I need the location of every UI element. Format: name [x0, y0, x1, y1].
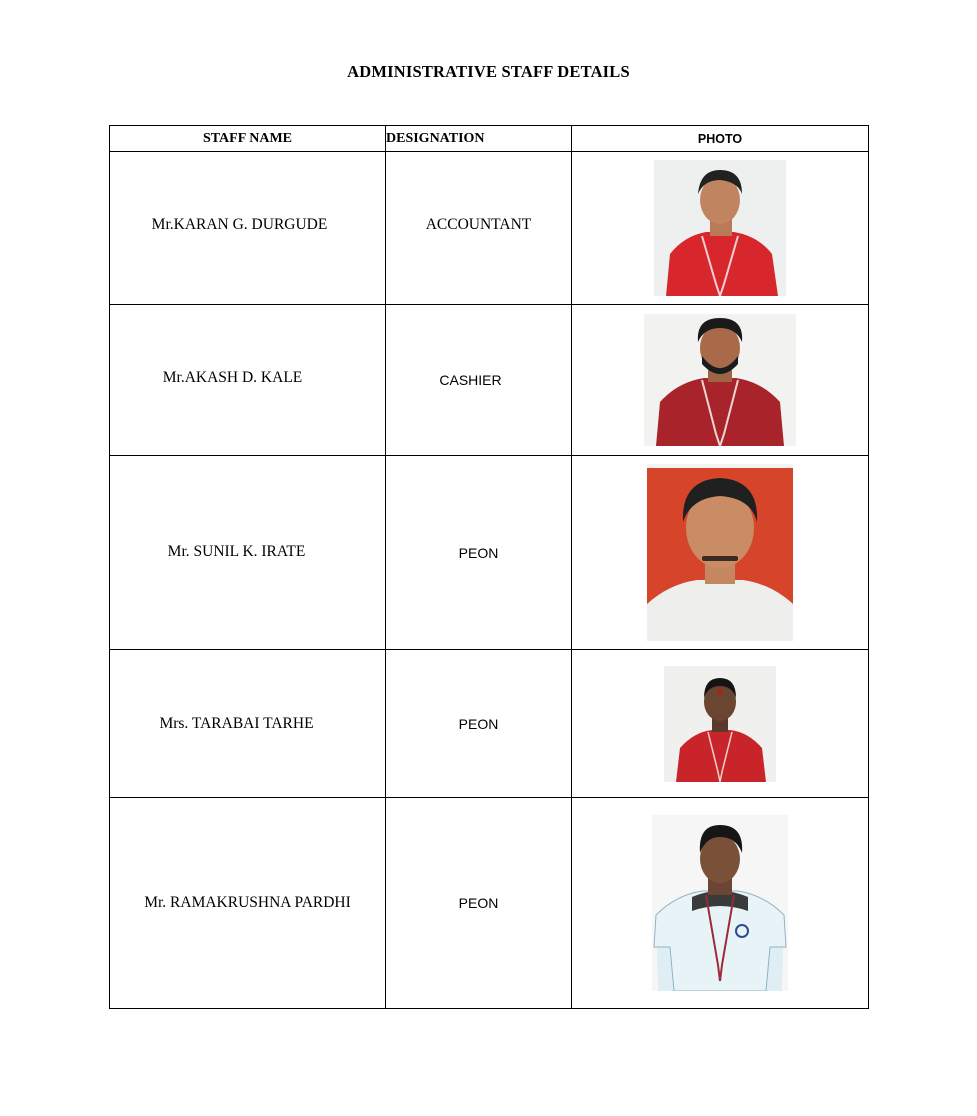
photo-cell	[572, 152, 869, 305]
header-designation: DESIGNATION	[386, 126, 572, 152]
staff-name-cell: Mr.AKASH D. KALE	[110, 305, 386, 456]
designation-cell: PEON	[386, 798, 572, 1009]
table-row	[110, 152, 869, 305]
designation-cell: CASHIER	[386, 305, 572, 456]
designation-cell: PEON	[386, 650, 572, 798]
staff-name-cell: Mrs. TARABAI TARHE	[110, 650, 386, 798]
staff-name-cell: Mr.KARAN G. DURGUDE	[110, 152, 386, 305]
staff-photo	[644, 314, 796, 446]
designation-cell: PEON	[386, 456, 572, 650]
table-row	[110, 798, 869, 1009]
designation-cell: ACCOUNTANT	[386, 152, 572, 305]
photo-cell	[572, 650, 869, 798]
table-row	[110, 305, 869, 456]
table-row	[110, 650, 869, 798]
staff-table	[109, 125, 869, 1009]
staff-photo	[652, 815, 788, 991]
staff-photo	[647, 464, 793, 641]
staff-name-cell: Mr. SUNIL K. IRATE	[110, 456, 386, 650]
staff-name-cell: Mr. RAMAKRUSHNA PARDHI	[110, 798, 386, 1009]
table-header-row	[110, 126, 869, 152]
photo-cell	[572, 798, 869, 1009]
table-row	[110, 456, 869, 650]
photo-cell	[572, 456, 869, 650]
photo-cell	[572, 305, 869, 456]
staff-photo	[654, 160, 786, 296]
header-staff-name: STAFF NAME	[110, 126, 386, 152]
page-title: ADMINISTRATIVE STAFF DETAILS	[347, 62, 630, 81]
header-photo: PHOTO	[572, 126, 869, 152]
staff-photo	[664, 666, 776, 782]
